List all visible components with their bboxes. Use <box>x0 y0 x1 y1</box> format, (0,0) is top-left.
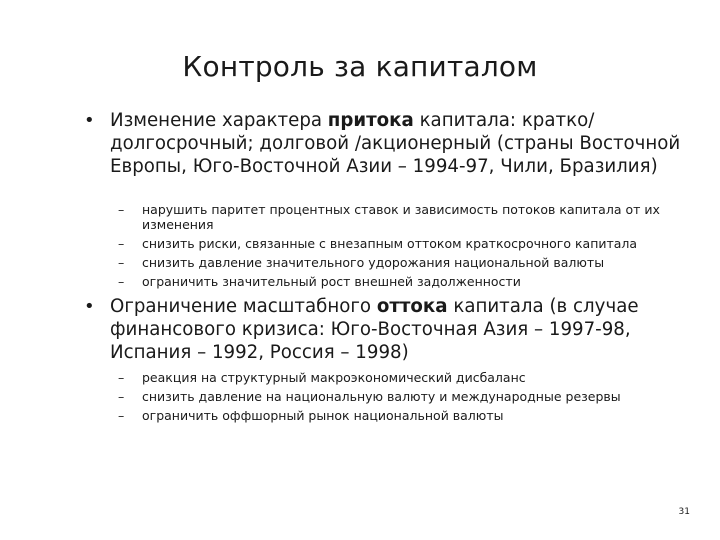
dash-marker: – <box>118 273 125 289</box>
sub-list-outflow <box>118 371 678 428</box>
bullet-text-end: капитала: кратко/долгосрочный; долговой /акционерный (страны Восточной Европы, Юго-Восточной Азии – 1994-97, Чили, Бразилия) <box>110 110 681 177</box>
bullet-capital-outflow <box>84 296 684 364</box>
sub-item-text: снизить давление на национальную валюту и международные резервы <box>142 389 621 404</box>
sub-item <box>118 203 678 232</box>
sub-item <box>118 371 678 386</box>
dash-marker: – <box>118 235 125 251</box>
bullet-capital-inflow <box>84 110 684 178</box>
dash-marker: – <box>118 370 125 385</box>
bullet-text <box>110 296 684 364</box>
sub-item-text: снизить риски, связанные с внезапным оттоком краткосрочного капитала <box>142 235 638 251</box>
bullet-text <box>110 110 684 178</box>
bullet-text-emphasis: оттока <box>376 296 448 317</box>
sub-item-text: реакция на структурный макроэкономический дисбаланс <box>142 370 526 385</box>
slide-title: Контроль за капиталом <box>182 50 538 83</box>
sub-item <box>118 237 678 252</box>
bullet-marker: • <box>84 296 95 317</box>
sub-list-inflow <box>118 203 678 294</box>
sub-item <box>118 275 678 290</box>
sub-item <box>118 409 678 424</box>
sub-item-text: снизить давление значительного удорожания национальной валюты <box>142 254 605 270</box>
bullet-text-start: Ограничение масштабного <box>110 296 377 317</box>
dash-marker: – <box>118 408 125 423</box>
sub-item-text: ограничить оффшорный рынок национальной валюты <box>142 408 504 423</box>
sub-item-text: нарушить паритет процентных ставок и зависимость потоков капитала от их изменения <box>142 202 660 232</box>
bullet-marker: • <box>84 110 95 131</box>
dash-marker: – <box>118 202 125 217</box>
bullet-text-emphasis: притока <box>327 110 414 131</box>
bullet-text-start: Изменение характера <box>110 110 328 131</box>
bullet-text-end: капитала (в случае финансового кризиса: Юго-Восточная Азия – 1997-98, Испания – 1992, Россия – 1998) <box>110 296 639 363</box>
sub-item <box>118 390 678 405</box>
sub-item-text: ограничить значительный рост внешней задолженности <box>142 273 521 289</box>
sub-item <box>118 256 678 271</box>
dash-marker: – <box>118 254 125 270</box>
dash-marker: – <box>118 389 125 404</box>
page-number: 31 <box>678 507 690 517</box>
